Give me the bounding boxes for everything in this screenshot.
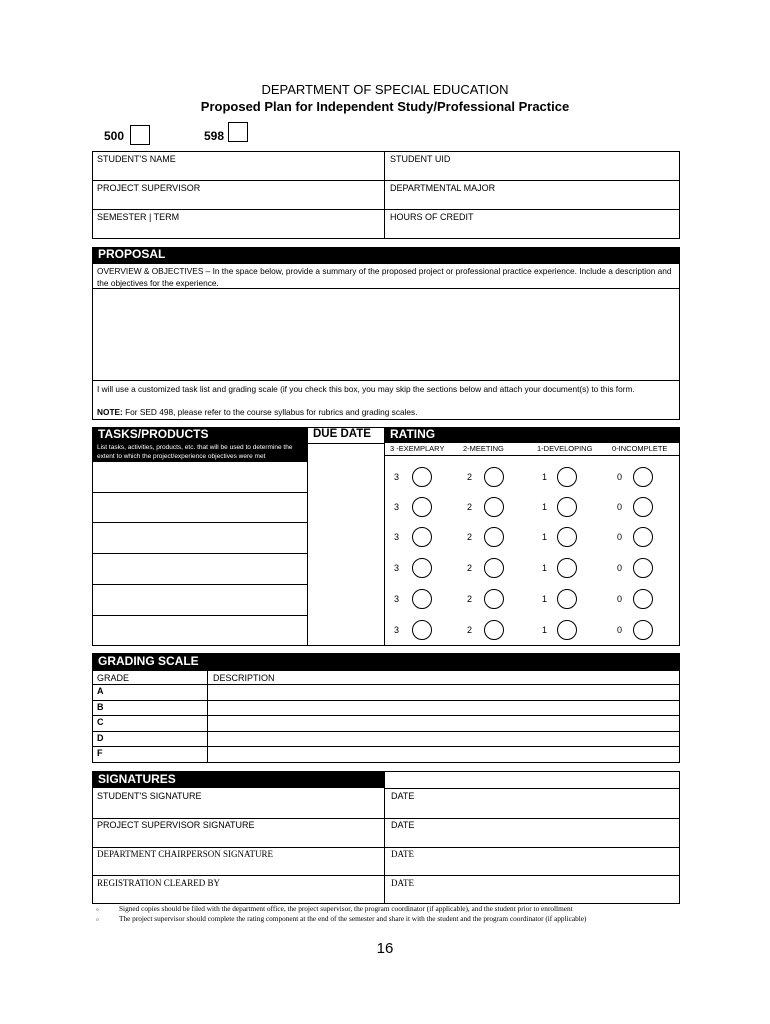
grading-scale-heading: GRADING SCALE — [92, 653, 680, 670]
grade-label-c: C — [97, 717, 104, 727]
grade-description-input-f[interactable] — [209, 747, 678, 760]
note-label: NOTE: — [97, 407, 123, 417]
due-date-input[interactable] — [308, 616, 383, 645]
chairperson-signature-label: DEPARTMENT CHAIRPERSON SIGNATURE — [97, 849, 273, 859]
student-signature-field[interactable] — [93, 802, 383, 817]
rating-level-incomplete: 0-INCOMPLETE — [612, 444, 668, 453]
student-signature-date-label: DATE — [391, 791, 415, 801]
chairperson-signature-date-label: DATE — [391, 849, 414, 859]
rating-radio-1[interactable] — [557, 620, 577, 640]
grade-description-input-b[interactable] — [209, 701, 678, 714]
registration-cleared-label: REGISTRATION CLEARED BY — [97, 878, 220, 888]
note-text: For SED 498, please refer to the course syllabus for rubrics and grading scales. — [122, 407, 418, 417]
rating-value-label: 2 — [467, 502, 473, 512]
rating-radio-0[interactable] — [633, 467, 653, 487]
course-500-checkbox[interactable] — [130, 125, 150, 145]
project-supervisor-label: PROJECT SUPERVISOR — [97, 183, 201, 193]
course-code-598: 598 — [204, 129, 225, 143]
rating-value-label: 0 — [617, 563, 623, 573]
rating-value-label: 1 — [542, 502, 548, 512]
supervisor-signature-label: PROJECT SUPERVISOR SIGNATURE — [97, 820, 255, 830]
chairperson-signature-field[interactable] — [93, 860, 383, 874]
task-input[interactable] — [93, 523, 306, 552]
footnote-bullet: ▫ — [96, 915, 99, 924]
grade-label-f: F — [97, 748, 103, 758]
task-input[interactable] — [93, 463, 306, 492]
rating-value-label: 3 — [394, 502, 400, 512]
rating-radio-0[interactable] — [633, 497, 653, 517]
rating-radio-1[interactable] — [557, 558, 577, 578]
rating-radio-2[interactable] — [484, 558, 504, 578]
rating-radio-2[interactable] — [484, 620, 504, 640]
due-date-input[interactable] — [308, 493, 383, 522]
rating-radio-0[interactable] — [633, 527, 653, 547]
rating-radio-2[interactable] — [484, 589, 504, 609]
supervisor-signature-date-field[interactable] — [386, 831, 678, 846]
supervisor-signature-date-label: DATE — [391, 820, 415, 830]
rating-radio-3[interactable] — [412, 589, 432, 609]
rating-value-label: 2 — [467, 594, 473, 604]
student-uid-field[interactable] — [386, 165, 678, 179]
student-name-label: STUDENT'S NAME — [97, 154, 176, 164]
hours-of-credit-field[interactable] — [386, 223, 678, 237]
overview-textarea[interactable] — [93, 289, 679, 379]
registration-cleared-date-label: DATE — [391, 878, 414, 888]
grade-label-a: A — [97, 686, 104, 696]
rating-value-label: 1 — [542, 625, 548, 635]
rating-heading: RATING — [384, 427, 680, 443]
signatures-heading: SIGNATURES — [92, 771, 384, 788]
departmental-major-field[interactable] — [386, 194, 678, 208]
rating-level-exemplary: 3 -EXEMPLARY — [390, 444, 445, 453]
grade-column-header: GRADE — [97, 673, 130, 683]
rating-radio-0[interactable] — [633, 589, 653, 609]
hours-of-credit-label: HOURS OF CREDIT — [390, 212, 474, 222]
rating-value-label: 0 — [617, 502, 623, 512]
rating-value-label: 0 — [617, 532, 623, 542]
grade-label-d: D — [97, 733, 104, 743]
rating-radio-2[interactable] — [484, 467, 504, 487]
rating-radio-2[interactable] — [484, 497, 504, 517]
due-date-input[interactable] — [308, 585, 383, 614]
course-598-checkbox[interactable] — [228, 122, 248, 142]
course-code-500: 500 — [104, 129, 125, 143]
due-date-input[interactable] — [308, 554, 383, 583]
footnote-bullet: ▫ — [96, 905, 99, 914]
tasks-subtext: List tasks, activities, products, etc. that will be used to determine the extent to which the project/experience objectives were met — [92, 443, 307, 462]
semester-term-label: SEMESTER | TERM — [97, 212, 180, 222]
form-title: Proposed Plan for Independent Study/Professional Practice — [200, 99, 570, 114]
rating-value-label: 3 — [394, 472, 400, 482]
rating-level-meeting: 2-MEETING — [463, 444, 504, 453]
rating-value-label: 3 — [394, 625, 400, 635]
task-input[interactable] — [93, 493, 306, 522]
customized-task-list-option[interactable]: I will use a customized task list and grading scale (if you check this box, you may skip the sections below and attach your document(s) to this form. — [97, 384, 635, 394]
rating-radio-3[interactable] — [412, 558, 432, 578]
due-date-input[interactable] — [308, 463, 383, 492]
registration-cleared-field[interactable] — [93, 889, 383, 903]
task-input[interactable] — [93, 554, 306, 583]
rating-radio-3[interactable] — [412, 527, 432, 547]
task-input[interactable] — [93, 616, 306, 645]
rating-value-label: 2 — [467, 625, 473, 635]
grade-description-input-d[interactable] — [209, 732, 678, 745]
grade-label-b: B — [97, 702, 104, 712]
registration-cleared-date-field[interactable] — [386, 889, 678, 903]
description-column-header: DESCRIPTION — [213, 673, 275, 683]
rating-radio-3[interactable] — [412, 467, 432, 487]
student-uid-label: STUDENT UID — [390, 154, 451, 164]
rating-radio-2[interactable] — [484, 527, 504, 547]
rating-radio-1[interactable] — [557, 589, 577, 609]
student-signature-label: STUDENT'S SIGNATURE — [97, 791, 202, 801]
rating-value-label: 2 — [467, 472, 473, 482]
student-signature-date-field[interactable] — [386, 802, 678, 817]
project-supervisor-field[interactable] — [92, 194, 382, 208]
rating-value-label: 2 — [467, 563, 473, 573]
supervisor-signature-field[interactable] — [93, 831, 383, 846]
department-title: DEPARTMENT OF SPECIAL EDUCATION — [261, 82, 509, 97]
rating-value-label: 1 — [542, 563, 548, 573]
rating-value-label: 0 — [617, 594, 623, 604]
rating-radio-3[interactable] — [412, 497, 432, 517]
tasks-products-heading: TASKS/PRODUCTS — [92, 427, 307, 443]
rating-value-label: 0 — [617, 625, 623, 635]
rating-value-label: 1 — [542, 532, 548, 542]
rating-radio-1[interactable] — [557, 467, 577, 487]
footnote-filing: Signed copies should be filed with the department office, the project supervisor, the program coordinator (if applicable), and the student prior to enrollment — [119, 904, 573, 913]
grade-description-input-c[interactable] — [209, 716, 678, 729]
due-date-heading: DUE DATE — [313, 428, 371, 440]
rating-value-label: 1 — [542, 594, 548, 604]
overview-instructions: OVERVIEW & OBJECTIVES – In the space below, provide a summary of the proposed project or professional practice experience. Include a description and the objectives for the experience. — [97, 266, 672, 288]
proposal-heading: PROPOSAL — [92, 247, 680, 263]
rating-value-label: 3 — [394, 563, 400, 573]
task-input[interactable] — [93, 585, 306, 614]
rating-value-label: 2 — [467, 532, 473, 542]
chairperson-signature-date-field[interactable] — [386, 860, 678, 874]
departmental-major-label: DEPARTMENTAL MAJOR — [390, 183, 496, 193]
rating-radio-1[interactable] — [557, 527, 577, 547]
due-date-input[interactable] — [308, 523, 383, 552]
footnote-rating: The project supervisor should complete the rating component at the end of the semester and share it with the student and the program coordinator (if applicable) — [119, 914, 587, 923]
rating-level-developing: 1-DEVELOPING — [537, 444, 593, 453]
rating-value-label: 3 — [394, 532, 400, 542]
rating-radio-1[interactable] — [557, 497, 577, 517]
rating-value-label: 1 — [542, 472, 548, 482]
note-line — [97, 407, 418, 417]
grade-description-input-a[interactable] — [209, 685, 678, 698]
semester-term-field[interactable] — [92, 223, 382, 237]
rating-value-label: 0 — [617, 472, 623, 482]
rating-radio-0[interactable] — [633, 620, 653, 640]
page-number: 16 — [376, 940, 394, 957]
student-name-field[interactable] — [92, 165, 382, 179]
rating-radio-0[interactable] — [633, 558, 653, 578]
rating-radio-3[interactable] — [412, 620, 432, 640]
rating-value-label: 3 — [394, 594, 400, 604]
